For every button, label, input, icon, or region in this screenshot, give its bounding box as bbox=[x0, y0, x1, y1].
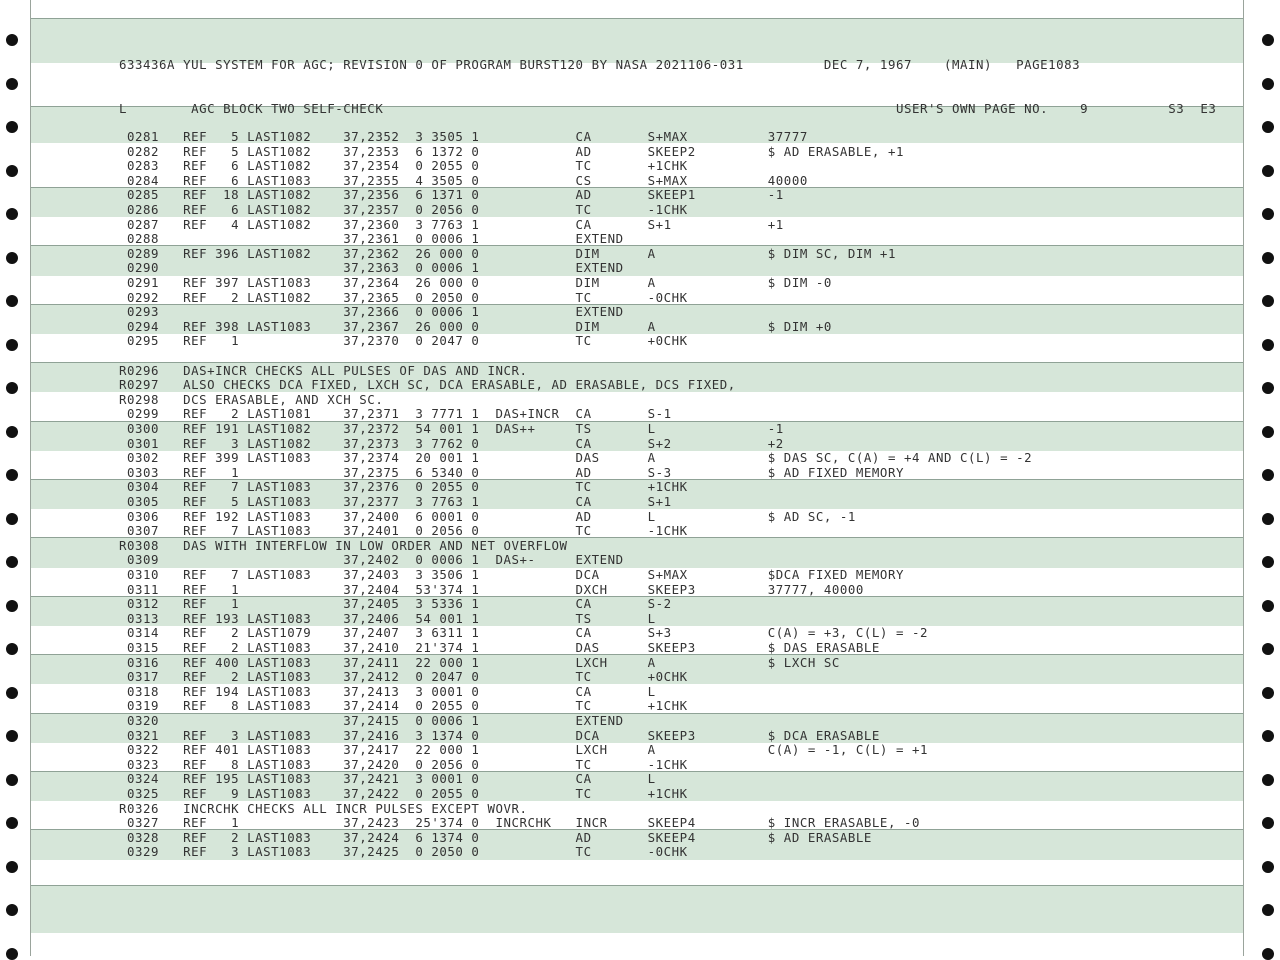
listing-line: 0311 REF 1 37,2404 53'374 1 DXCH SKEEP3 37777, 40000 bbox=[119, 581, 864, 597]
tractor-hole bbox=[1262, 948, 1274, 960]
tractor-hole bbox=[1262, 556, 1274, 568]
page-header-line: 633436A YUL SYSTEM FOR AGC; REVISION 0 OF PROGRAM BURST120 BY NASA 2021106-031 DEC 7, 1967 (MAIN) PAGE1083 bbox=[119, 57, 1081, 72]
listing-line: 0282 REF 5 LAST1082 37,2353 6 1372 0 AD SKEEP2 $ AD ERASABLE, +1 bbox=[119, 143, 904, 159]
tractor-hole bbox=[6, 252, 18, 264]
tractor-hole bbox=[6, 208, 18, 220]
tractor-hole bbox=[6, 774, 18, 786]
tractor-hole bbox=[1262, 382, 1274, 394]
listing-line: R0326 INCRCHK CHECKS ALL INCR PULSES EXCEPT WOVR. bbox=[119, 800, 528, 816]
listing-line: 0284 REF 6 LAST1083 37,2355 4 3505 0 CS S+MAX 40000 bbox=[119, 172, 808, 188]
tractor-hole bbox=[1262, 252, 1274, 264]
listing-line: 0304 REF 7 LAST1083 37,2376 0 2055 0 TC +1CHK bbox=[119, 479, 688, 495]
tractor-hole bbox=[1262, 165, 1274, 177]
tractor-hole bbox=[6, 817, 18, 829]
listing-line: 0306 REF 192 LAST1083 37,2400 6 0001 0 AD L $ AD SC, -1 bbox=[119, 508, 856, 524]
tractor-hole bbox=[1262, 208, 1274, 220]
tractor-hole bbox=[1262, 339, 1274, 351]
tractor-hole bbox=[6, 121, 18, 133]
listing-line: 0301 REF 3 LAST1082 37,2373 3 7762 0 CA S+2 +2 bbox=[119, 435, 784, 451]
tractor-hole bbox=[1262, 774, 1274, 786]
tractor-hole bbox=[1262, 426, 1274, 438]
listing-line: 0299 REF 2 LAST1081 37,2371 3 7771 1 DAS+INCR CA S-1 bbox=[119, 406, 672, 422]
listing-line: R0298 DCS ERASABLE, AND XCH SC. bbox=[119, 391, 384, 407]
listing-line: 0321 REF 3 LAST1083 37,2416 3 1374 0 DCA SKEEP3 $ DCA ERASABLE bbox=[119, 727, 880, 743]
tractor-hole bbox=[1262, 121, 1274, 133]
tractor-hole bbox=[6, 295, 18, 307]
listing-line: 0281 REF 5 LAST1082 37,2352 3 3505 1 CA S+MAX 37777 bbox=[119, 129, 808, 144]
listing-line: 0317 REF 2 LAST1083 37,2412 0 2047 0 TC +0CHK bbox=[119, 669, 688, 685]
listing-line: 0324 REF 195 LAST1083 37,2421 3 0001 0 CA L bbox=[119, 771, 656, 787]
tractor-hole bbox=[6, 730, 18, 742]
listing-line: 0322 REF 401 LAST1083 37,2417 22 000 1 LXCH A C(A) = -1, C(L) = +1 bbox=[119, 742, 928, 758]
greenbar-band bbox=[31, 885, 1243, 933]
tractor-hole bbox=[1262, 643, 1274, 655]
tractor-hole bbox=[1262, 295, 1274, 307]
tractor-hole bbox=[6, 861, 18, 873]
listing-line: 0329 REF 3 LAST1083 37,2425 0 2050 0 TC -0CHK bbox=[119, 844, 688, 860]
tractor-hole bbox=[6, 600, 18, 612]
tractor-hole bbox=[1262, 469, 1274, 481]
listing-line: 0327 REF 1 37,2423 25'374 0 INCRCHK INCR SKEEP4 $ INCR ERASABLE, -0 bbox=[119, 815, 920, 831]
tractor-hole bbox=[1262, 513, 1274, 525]
listing-line: 0294 REF 398 LAST1083 37,2367 26 000 0 DIM A $ DIM +0 bbox=[119, 318, 832, 334]
tractor-hole bbox=[1262, 730, 1274, 742]
listing-line: 0286 REF 6 LAST1082 37,2357 0 2056 0 TC -1CHK bbox=[119, 202, 688, 217]
listing-line: 0289 REF 396 LAST1082 37,2362 26 000 0 DIM A $ DIM SC, DIM +1 bbox=[119, 245, 896, 261]
listing-line: 0318 REF 194 LAST1083 37,2413 3 0001 0 CA L bbox=[119, 683, 656, 699]
printout-sheet bbox=[30, 0, 1244, 956]
tractor-hole bbox=[6, 948, 18, 960]
tractor-hole bbox=[6, 687, 18, 699]
listing-line: 0319 REF 8 LAST1083 37,2414 0 2055 0 TC +1CHK bbox=[119, 698, 688, 714]
listing-line: 0288 37,2361 0 0006 1 EXTEND bbox=[119, 231, 624, 247]
listing-line: 0302 REF 399 LAST1083 37,2374 20 001 1 DAS A $ DAS SC, C(A) = +4 AND C(L) = -2 bbox=[119, 450, 1033, 466]
listing-line: 0293 37,2366 0 0006 1 EXTEND bbox=[119, 304, 624, 320]
listing-line: 0300 REF 191 LAST1082 37,2372 54 001 1 DAS++ TS L -1 bbox=[119, 421, 784, 436]
tractor-hole bbox=[6, 513, 18, 525]
listing-line: 0307 REF 7 LAST1083 37,2401 0 2056 0 TC -1CHK bbox=[119, 523, 688, 539]
listing-line: 0316 REF 400 LAST1083 37,2411 22 000 1 LXCH A $ LXCH SC bbox=[119, 654, 840, 670]
listing-line: 0323 REF 8 LAST1083 37,2420 0 2056 0 TC -1CHK bbox=[119, 756, 688, 772]
listing-line: 0290 37,2363 0 0006 1 EXTEND bbox=[119, 260, 624, 276]
tractor-hole bbox=[1262, 687, 1274, 699]
left-tractor-strip bbox=[0, 0, 30, 956]
listing-line: 0292 REF 2 LAST1082 37,2365 0 2050 0 TC -0CHK bbox=[119, 289, 688, 305]
tractor-hole bbox=[1262, 861, 1274, 873]
listing-line: 0313 REF 193 LAST1083 37,2406 54 001 1 TS L bbox=[119, 610, 656, 626]
tractor-hole bbox=[6, 339, 18, 351]
tractor-hole bbox=[6, 469, 18, 481]
listing-line: R0297 ALSO CHECKS DCA FIXED, LXCH SC, DCA ERASABLE, AD ERASABLE, DCS FIXED, bbox=[119, 377, 736, 393]
tractor-hole bbox=[6, 34, 18, 46]
section-header-line: L AGC BLOCK TWO SELF-CHECK USER'S OWN PAGE NO. 9 S3 E3 bbox=[119, 101, 1217, 116]
listing-line: 0312 REF 1 37,2405 3 5336 1 CA S-2 bbox=[119, 596, 672, 612]
listing-line: 0315 REF 2 LAST1083 37,2410 21'374 1 DAS SKEEP3 $ DAS ERASABLE bbox=[119, 640, 880, 655]
listing-line: 0303 REF 1 37,2375 6 5340 0 AD S-3 $ AD FIXED MEMORY bbox=[119, 464, 904, 480]
listing-line: 0305 REF 5 LAST1083 37,2377 3 7763 1 CA S+1 bbox=[119, 494, 672, 509]
listing-line: R0308 DAS WITH INTERFLOW IN LOW ORDER AND NET OVERFLOW bbox=[119, 537, 568, 553]
listing-line: 0285 REF 18 LAST1082 37,2356 6 1371 0 AD SKEEP1 -1 bbox=[119, 187, 784, 203]
listing-line: R0296 DAS+INCR CHECKS ALL PULSES OF DAS AND INCR. bbox=[119, 362, 528, 378]
tractor-hole bbox=[1262, 600, 1274, 612]
listing-line: 0310 REF 7 LAST1083 37,2403 3 3506 1 DCA S+MAX $DCA FIXED MEMORY bbox=[119, 567, 904, 582]
listing-line: 0328 REF 2 LAST1083 37,2424 6 1374 0 AD SKEEP4 $ AD ERASABLE bbox=[119, 829, 872, 845]
tractor-hole bbox=[6, 556, 18, 568]
listing-line: 0291 REF 397 LAST1083 37,2364 26 000 0 DIM A $ DIM -0 bbox=[119, 275, 832, 290]
tractor-hole bbox=[6, 426, 18, 438]
listing-line: 0314 REF 2 LAST1079 37,2407 3 6311 1 CA S+3 C(A) = +3, C(L) = -2 bbox=[119, 625, 928, 641]
listing-line: 0283 REF 6 LAST1082 37,2354 0 2055 0 TC +1CHK bbox=[119, 158, 688, 174]
listing-line: 0325 REF 9 LAST1083 37,2422 0 2055 0 TC +1CHK bbox=[119, 786, 688, 801]
tractor-hole bbox=[6, 78, 18, 90]
tractor-hole bbox=[1262, 78, 1274, 90]
tractor-hole bbox=[6, 382, 18, 394]
listing-line: 0295 REF 1 37,2370 0 2047 0 TC +0CHK bbox=[119, 333, 688, 349]
tractor-hole bbox=[6, 643, 18, 655]
tractor-hole bbox=[1262, 817, 1274, 829]
tractor-hole bbox=[6, 904, 18, 916]
listing-line: 0309 37,2402 0 0006 1 DAS+- EXTEND bbox=[119, 552, 624, 568]
listing-line: 0287 REF 4 LAST1082 37,2360 3 7763 1 CA S+1 +1 bbox=[119, 216, 784, 232]
right-tractor-strip bbox=[1250, 0, 1280, 956]
tractor-hole bbox=[1262, 34, 1274, 46]
listing-line: 0320 37,2415 0 0006 1 EXTEND bbox=[119, 713, 624, 728]
tractor-hole bbox=[6, 165, 18, 177]
tractor-hole bbox=[1262, 904, 1274, 916]
